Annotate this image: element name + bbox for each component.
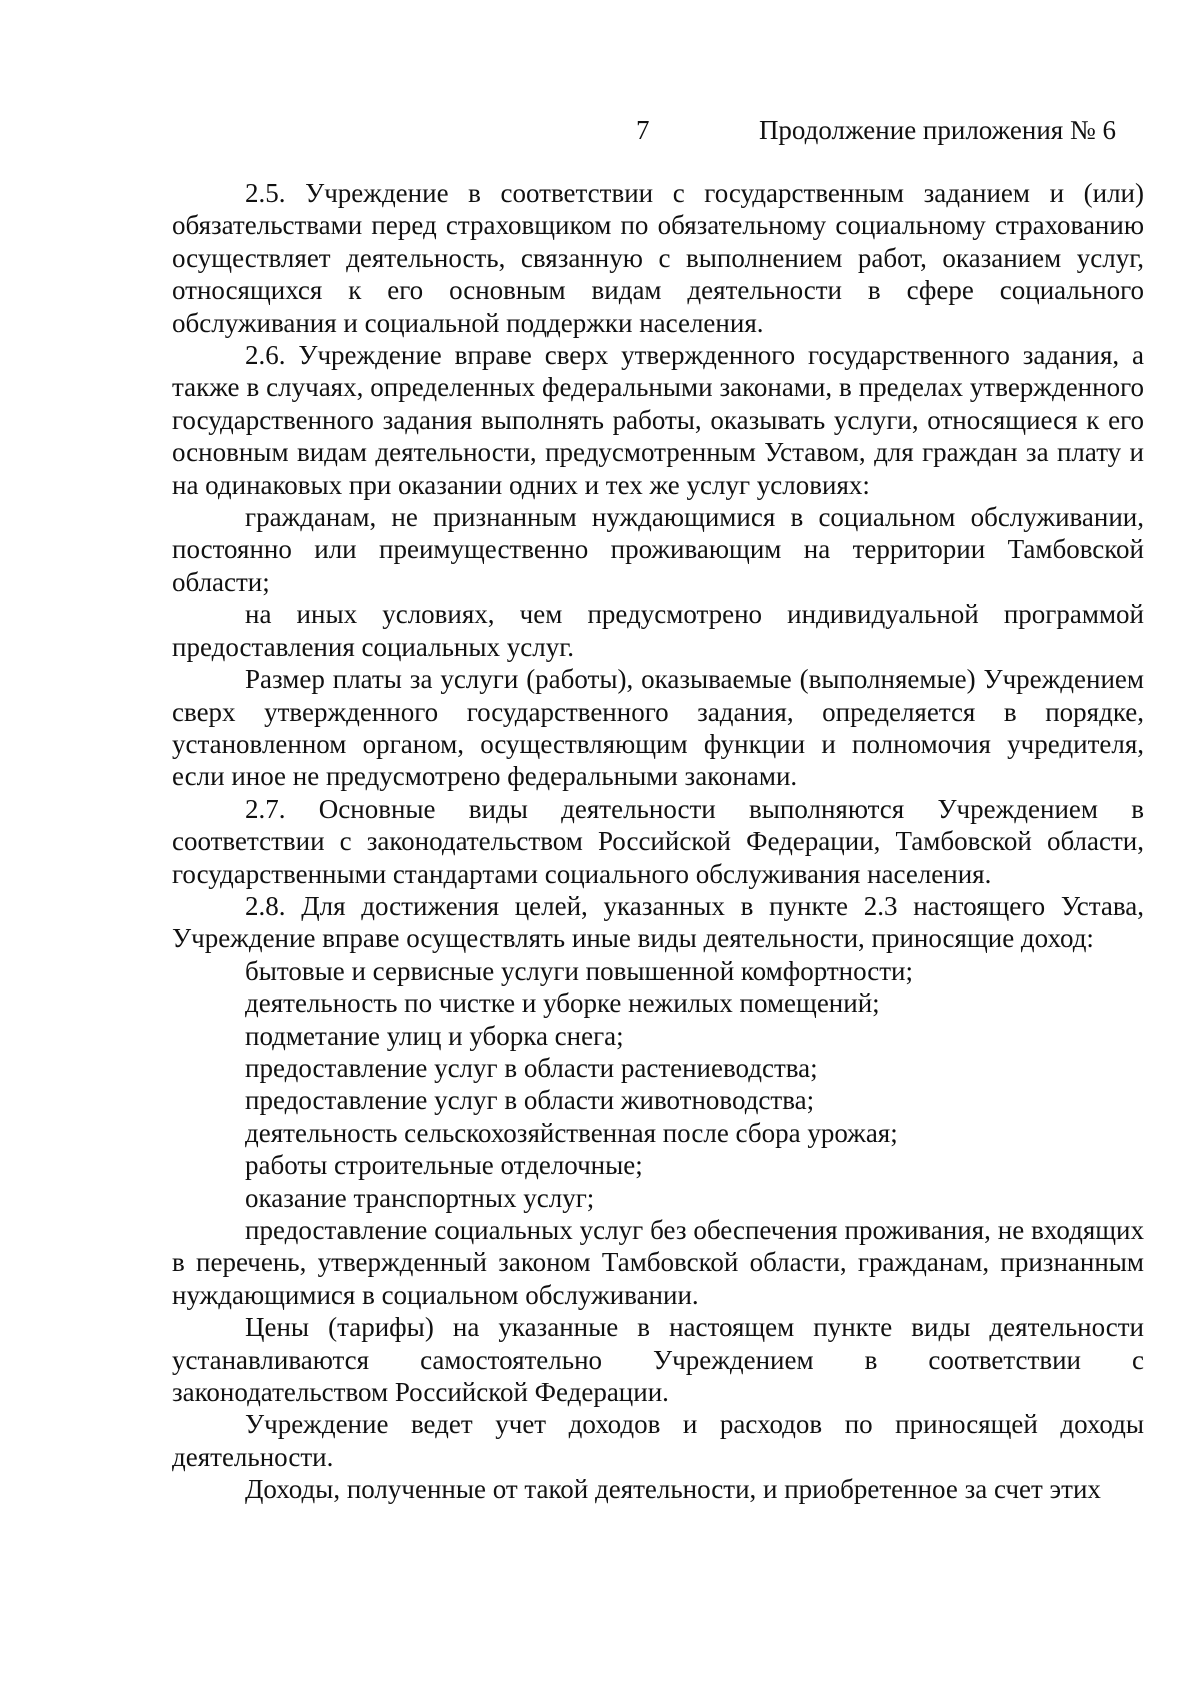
fee-paragraph: Размер платы за услуги (работы), оказываемые (выполняемые) Учреждением сверх утвержденного государственного задания, определяется в порядке, установленном органом, осуществляющим функции и полномочия учредителя, если иное не предусмотрено федеральными законами. <box>172 664 1144 792</box>
list-item: предоставление услуг в области животноводства; <box>245 1085 815 1116</box>
list-item: бытовые и сервисные услуги повышенной комфортности; <box>245 955 913 986</box>
income-paragraph: Доходы, полученные от такой деятельности, и приобретенное за счет этих <box>245 1474 1101 1505</box>
clause-2-6-item-2: на иных условиях, чем предусмотрено индивидуальной программой предоставления социальных услуг. <box>172 599 1144 662</box>
page-number: 7 <box>636 115 650 145</box>
list-item: подметание улиц и уборка снега; <box>245 1020 624 1051</box>
list-item: предоставление услуг в области растениеводства; <box>245 1052 818 1083</box>
clause-2-8: 2.8. Для достижения целей, указанных в пункте 2.3 настоящего Устава, Учреждение вправе осуществлять иные виды деятельности, приносящие доход: <box>172 890 1144 954</box>
clause-2-7: 2.7. Основные виды деятельности выполняются Учреждением в соответствии с законодательством Российской Федерации, Тамбовской области, государственными стандартами социального обслуживания населения. <box>172 793 1144 889</box>
clause-2-5: 2.5. Учреждение в соответствии с государственным заданием и (или) обязательствами перед страховщиком по обязательному социальному страхованию осуществляет деятельность, связанную с выполнением работ, оказанием услуг, относящихся к его основным видам деятельности в сфере социального обслуживания и социальной поддержки населения. <box>172 178 1144 338</box>
appendix-label: Продолжение приложения № 6 <box>758 115 1116 145</box>
clause-2-6: 2.6. Учреждение вправе сверх утвержденного государственного задания, а также в случаях, определенных федеральными законами, в пределах утвержденного государственного задания выполнять работы, оказывать услуги, относящиеся к его основным видам деятельности, предусмотренным Уставом, для граждан за плату и на одинаковых при оказании одних и тех же услуг условиях: <box>172 340 1144 500</box>
list-item: оказание транспортных услуг; <box>245 1182 595 1213</box>
document-body <box>172 177 1144 1506</box>
accounting-paragraph: Учреждение ведет учет доходов и расходов по приносящей доходы деятельности. <box>172 1409 1144 1472</box>
social-services-item: предоставление социальных услуг без обеспечения проживания, не входящих в перечень, утвержденный законом Тамбовской области, гражданам, признанным нуждающимися в социальном обслуживании. <box>172 1215 1144 1310</box>
list-item: деятельность сельскохозяйственная после сбора урожая; <box>245 1117 898 1148</box>
list-item: работы строительные отделочные; <box>245 1150 643 1181</box>
clause-2-6-item-1: гражданам, не признанным нуждающимися в социальном обслуживании, постоянно или преимущественно проживающим на территории Тамбовской области; <box>172 502 1144 597</box>
page-header <box>0 110 1200 150</box>
prices-paragraph: Цены (тарифы) на указанные в настоящем пункте виды деятельности устанавливаются самостоятельно Учреждением в соответствии с законодательством Российской Федерации. <box>172 1312 1144 1408</box>
income-activities-list <box>172 955 1144 1214</box>
list-item: деятельность по чистке и уборке нежилых помещений; <box>245 988 880 1019</box>
